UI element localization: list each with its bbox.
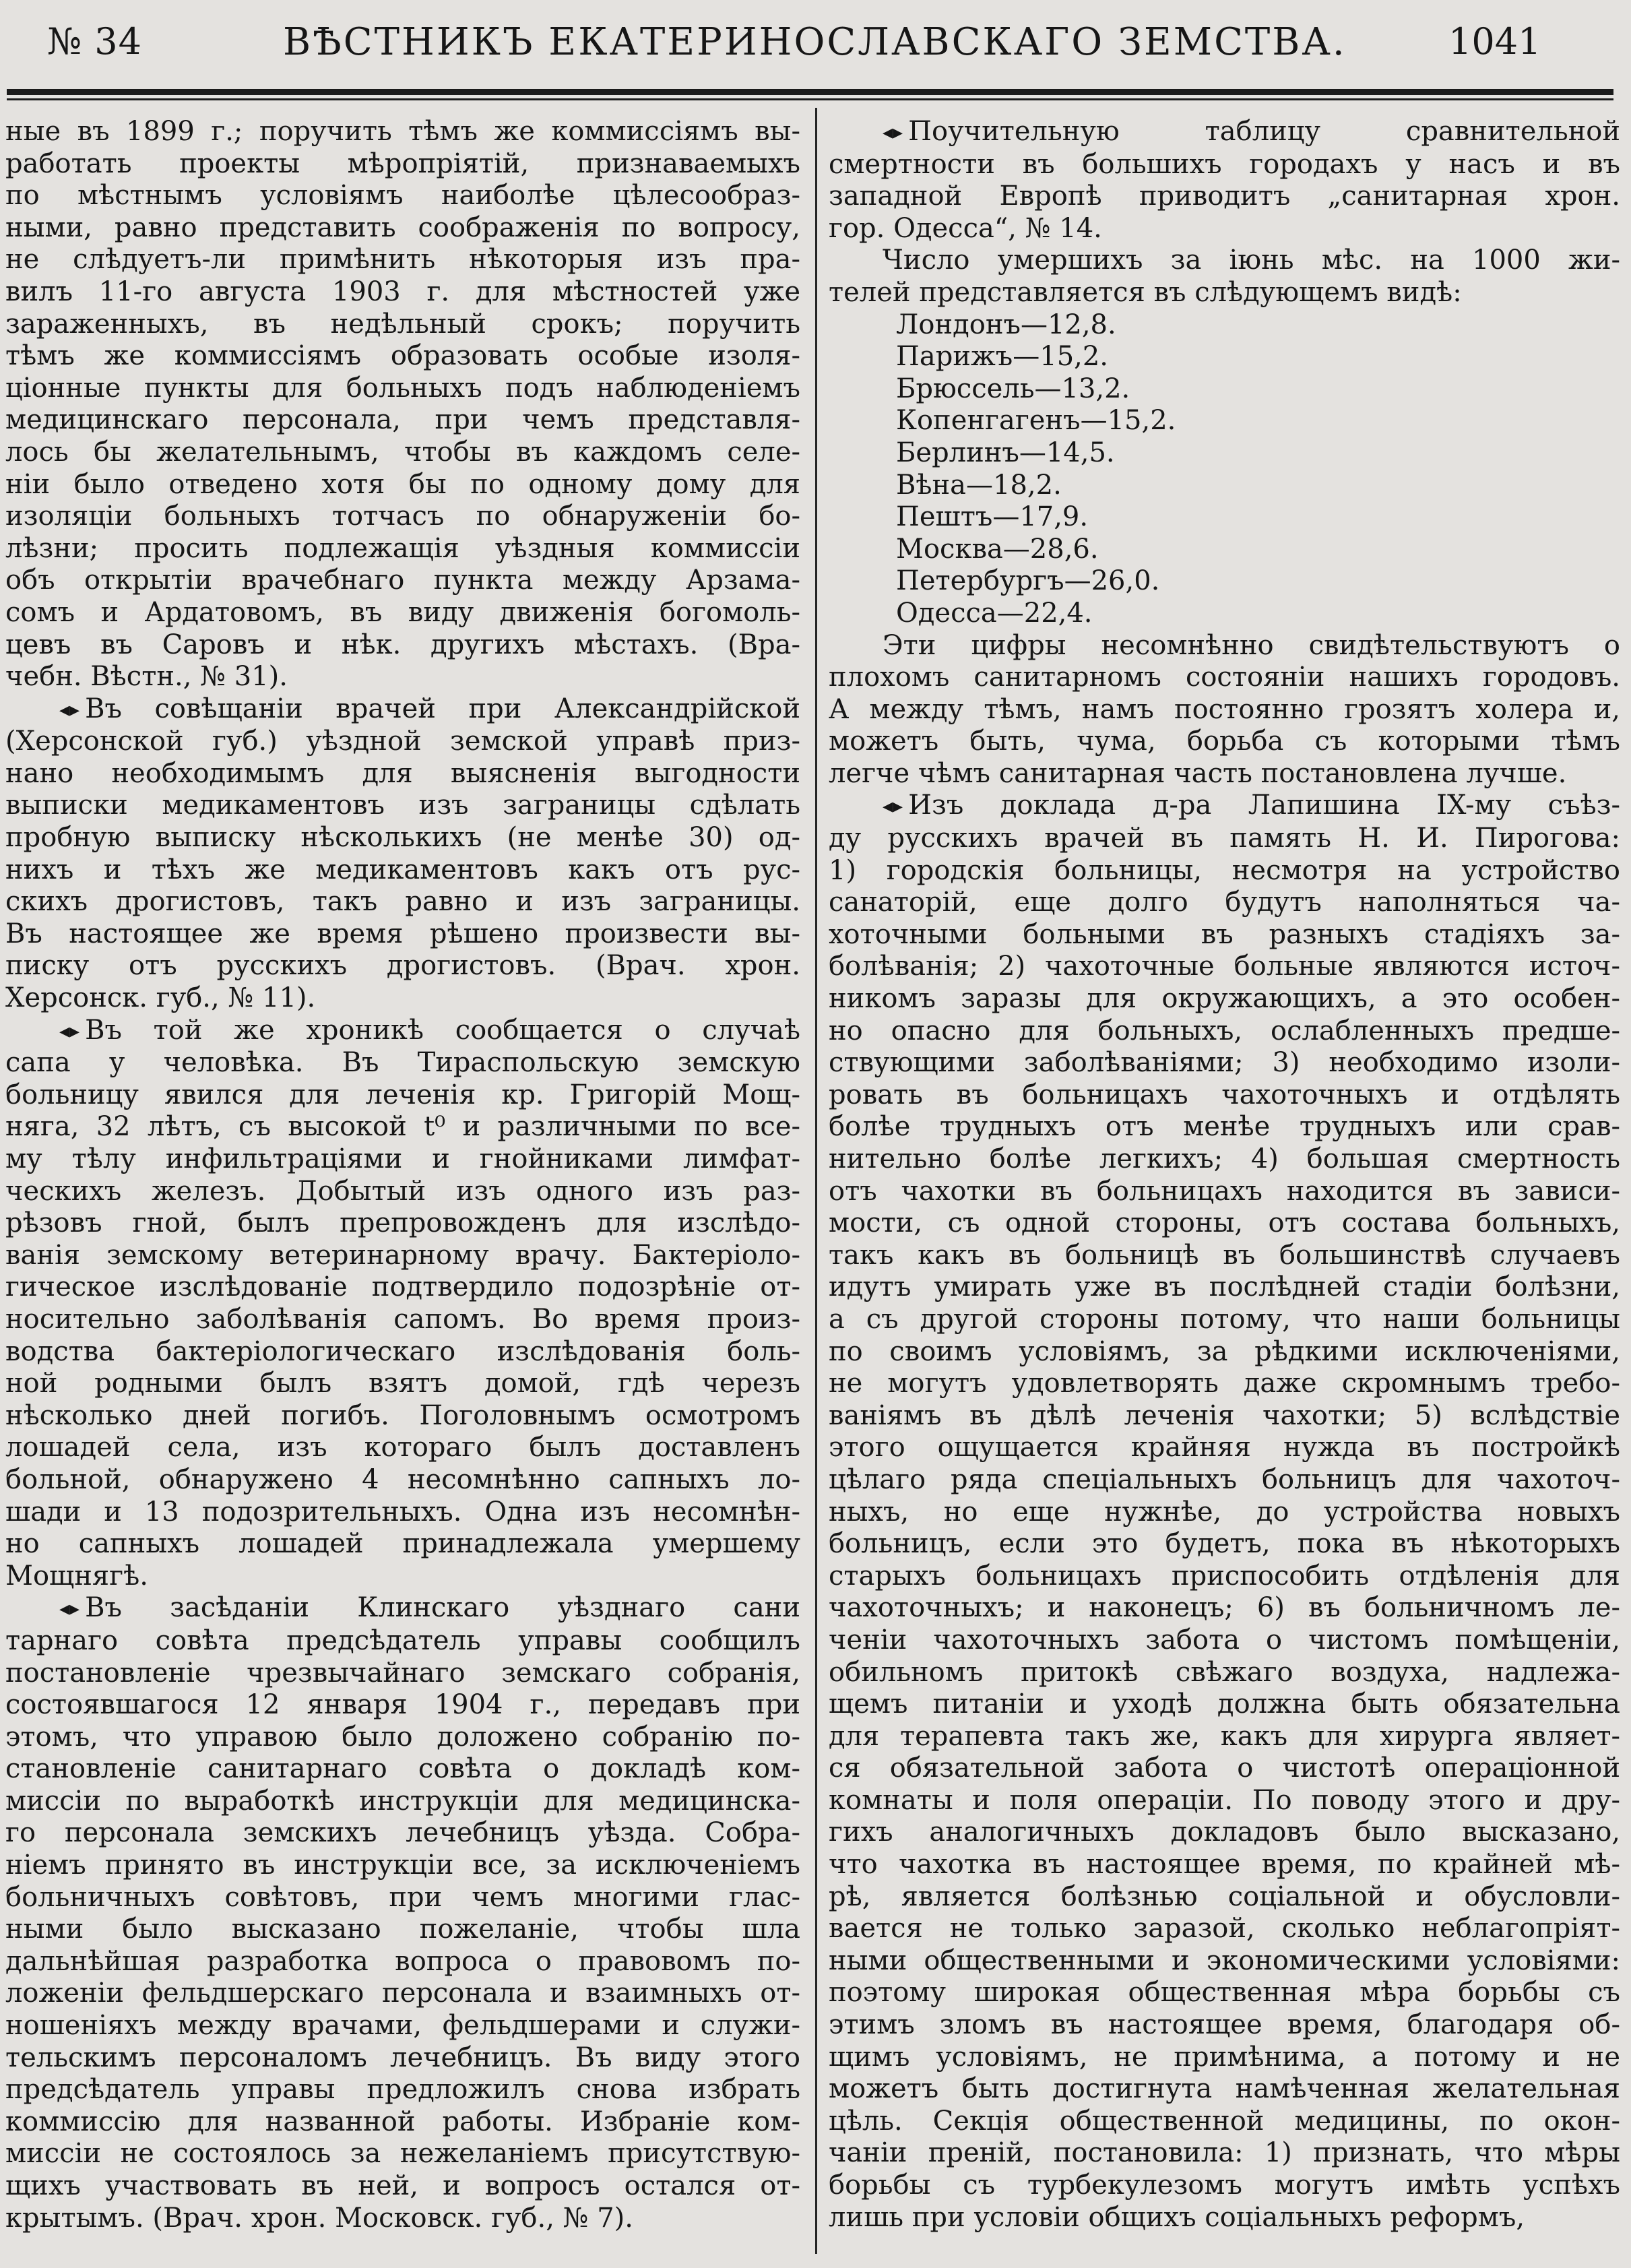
paragraph — [5, 1015, 800, 1593]
text-line — [829, 983, 1620, 1015]
line-text: тельскимъ персоналомъ лечебницъ. Въ виду этого — [5, 2042, 800, 2073]
text-line — [829, 1849, 1620, 1881]
text-line — [829, 1945, 1620, 1978]
text-line — [829, 630, 1620, 662]
text-line — [5, 2138, 800, 2170]
line-text: медицинскаго персонала, при чемъ представля- — [5, 404, 800, 436]
text-line — [829, 2073, 1620, 2106]
line-text: водства бактеріологическаго изслѣдованія боль- — [5, 1335, 800, 1367]
line-text: смертности въ большихъ городахъ у насъ и въ — [829, 148, 1620, 180]
text-line — [829, 1753, 1620, 1785]
line-text: болѣванія; 2) чахоточные больные являются источ- — [829, 951, 1620, 982]
line-text: рѣзовъ гной, былъ препровожденъ для изслѣдо- — [5, 1207, 800, 1239]
mortality-row — [829, 373, 1620, 406]
double-arrow-ornament-icon: ◂▸ — [59, 1597, 80, 1621]
text-line — [5, 1207, 800, 1240]
line-text: Копенгагенъ—15,2. — [896, 405, 1176, 437]
text-line — [829, 1240, 1620, 1272]
line-text: гор. Одесса“, № 14. — [829, 212, 1102, 244]
line-text: Пештъ—17,9. — [896, 501, 1089, 533]
line-text: Поучительную таблицу сравнительной — [908, 116, 1620, 147]
text-line — [5, 693, 800, 726]
line-text: ваніямъ въ дѣлѣ леченія чахотки; 5) вслѣдствіе — [829, 1399, 1620, 1431]
line-text: такъ какъ въ больницѣ въ большинствѣ случаевъ — [829, 1239, 1620, 1271]
line-text: Брюссель—13,2. — [896, 373, 1130, 404]
line-text: ствующими заболѣваніями; 3) необходимо изоли- — [829, 1047, 1620, 1079]
text-line — [829, 181, 1620, 213]
line-text: изоляціи больныхъ тотчасъ по обнаруженіи бо- — [5, 501, 800, 532]
text-line — [5, 212, 800, 245]
text-line — [5, 244, 800, 276]
text-line — [829, 1785, 1620, 1817]
text-line — [5, 1528, 800, 1561]
line-text: объ открытіи врачебнаго пункта между Арзама- — [5, 565, 800, 596]
line-text: предсѣдатель управы предложилъ снова избрать — [5, 2074, 800, 2106]
line-text: рѣ, является болѣзнью соціальной и обусловли- — [829, 1881, 1620, 1912]
line-text: скихъ дрогистовъ, такъ равно и изъ заграницы. — [5, 886, 800, 918]
line-text: постановленіе чрезвычайнаго земскаго собранія, — [5, 1657, 800, 1689]
text-line — [5, 276, 800, 309]
text-line — [5, 1368, 800, 1400]
line-text: идутъ умирать уже въ послѣдней стадіи болѣзни, — [829, 1271, 1620, 1303]
double-arrow-ornament-icon: ◂▸ — [59, 1019, 80, 1043]
line-text: Въ совѣщаніи врачей при Александрійской — [85, 693, 800, 724]
line-text: ношеніяхъ между врачами, фельдшерами и служи- — [5, 2010, 800, 2042]
text-line — [829, 1561, 1620, 1593]
line-text: Берлинъ—14,5. — [896, 437, 1115, 468]
line-text: Изъ доклада д-ра Лапишина IX-му съѣз- — [908, 790, 1620, 821]
text-line — [5, 950, 800, 982]
line-text: Въ настоящее же время рѣшено произвести вы- — [5, 918, 800, 949]
text-line — [829, 2106, 1620, 2138]
line-text: ными было высказано пожеланіе, чтобы шла — [5, 1914, 800, 1945]
line-text: ными общественными и экономическими условіями: — [829, 1945, 1620, 1976]
left-column — [5, 116, 800, 2234]
text-line — [5, 886, 800, 918]
line-text: для терапевта такъ же, какъ для хирурга являет- — [829, 1720, 1620, 1752]
line-text: никомъ заразы для окружающихъ, а это особен- — [829, 983, 1620, 1015]
line-text: миссіи по выработкѣ инструкціи для медицинска- — [5, 1785, 800, 1817]
line-text: можетъ быть достигнута намѣченная желательная — [829, 2073, 1620, 2105]
page-header — [0, 12, 1631, 86]
line-text: не могутъ удовлетворять даже скромнымъ требо- — [829, 1368, 1620, 1399]
text-line — [829, 1464, 1620, 1497]
text-line — [5, 116, 800, 148]
line-text: ныхъ, но еще нужнѣе, до устройства новыхъ — [829, 1496, 1620, 1527]
text-line — [829, 2137, 1620, 2170]
line-text: нихъ и тѣхъ же медикаментовъ какъ отъ рус- — [5, 854, 800, 885]
text-line — [829, 919, 1620, 951]
text-line — [829, 1336, 1620, 1368]
text-line — [5, 2203, 800, 2235]
line-text: цевъ въ Саровъ и нѣк. другихъ мѣстахъ. (Вра- — [5, 629, 800, 660]
text-line — [5, 982, 800, 1015]
line-text: коммиссію для названной работы. Избраніе ком- — [5, 2106, 800, 2137]
line-text: го персонала земскихъ лечебницъ уѣзда. Собра- — [5, 1817, 800, 1849]
mortality-row — [829, 534, 1620, 566]
text-line — [829, 2202, 1620, 2234]
journal-title: ВѢСТНИКЪ ЕКАТЕРИНОСЛАВСКАГО ЗЕМСТВА. — [283, 20, 1347, 64]
double-arrow-ornament-icon: ◂▸ — [59, 697, 80, 722]
text-line — [829, 2009, 1620, 2042]
text-line — [5, 501, 800, 533]
line-text: плохомъ санитарномъ состояніи нашихъ городовъ. — [829, 662, 1620, 693]
line-text: ніи было отведено хотя бы по одному дому для — [5, 468, 800, 500]
text-line — [829, 1432, 1620, 1464]
line-text: дальнѣйшая разработка вопроса о правовомъ по- — [5, 1945, 800, 1977]
line-text: ные въ 1899 г.; поручить тѣмъ же коммиссіямъ вы- — [5, 116, 800, 147]
line-text: зараженныхъ, въ недѣльный срокъ; поручить — [5, 308, 800, 340]
text-line — [5, 1400, 800, 1432]
text-line — [5, 918, 800, 951]
text-line — [5, 1850, 800, 1882]
text-line — [829, 277, 1620, 309]
line-text: больницъ, если это будетъ, пока въ нѣкоторыхъ — [829, 1528, 1620, 1560]
text-line — [829, 855, 1620, 887]
text-line — [5, 1464, 800, 1497]
line-text: му тѣлу инфильтраціями и гнойниками лимфат- — [5, 1143, 800, 1174]
line-text: Эти цифры несомнѣнно свидѣтельствуютъ о — [883, 629, 1620, 661]
text-line — [5, 2010, 800, 2042]
line-text: Одесса—22,4. — [896, 597, 1093, 629]
text-line — [829, 1047, 1620, 1079]
line-text: нительно болѣе легкихъ; 4) большая смертность — [829, 1143, 1620, 1174]
mortality-row — [829, 598, 1620, 630]
text-line — [829, 823, 1620, 855]
text-line — [829, 149, 1620, 181]
line-text: работать проекты мѣропріятій, признаваемыхъ — [5, 148, 800, 179]
text-line — [829, 790, 1620, 823]
line-text: ной родными былъ взятъ домой, гдѣ черезъ — [5, 1368, 800, 1399]
text-line — [829, 1689, 1620, 1721]
line-text: лѣзни; просить подлежащія уѣздныя коммиссіи — [5, 532, 800, 564]
text-line — [5, 565, 800, 597]
line-text: по своимъ условіямъ, за рѣдкими исключеніями, — [829, 1335, 1620, 1367]
mortality-row — [829, 341, 1620, 373]
text-line — [5, 1304, 800, 1336]
header-rule-thick — [7, 89, 1613, 95]
paragraph — [829, 116, 1620, 309]
line-text: А между тѣмъ, намъ постоянно грозятъ холера и, — [829, 693, 1620, 725]
text-line — [829, 1368, 1620, 1400]
text-line — [829, 1881, 1620, 1914]
line-text: Вѣна—18,2. — [896, 469, 1062, 501]
text-line — [5, 1111, 800, 1143]
text-line — [5, 1753, 800, 1786]
text-line — [5, 1015, 800, 1048]
text-line — [5, 1079, 800, 1112]
line-text: цѣлаго ряда спеціальныхъ больницъ для чахоточ- — [829, 1463, 1620, 1495]
text-line — [5, 1689, 800, 1722]
line-text: не слѣдуетъ-ли примѣнить нѣкоторыя изъ пра- — [5, 244, 800, 276]
paragraph — [829, 790, 1620, 2234]
text-line — [829, 1817, 1620, 1849]
text-line — [5, 2074, 800, 2106]
text-line — [829, 1721, 1620, 1753]
line-text: телей представляется въ слѣдующемъ видѣ: — [829, 276, 1462, 308]
line-text: ціонные пункты для больныхъ подъ наблюденіемъ — [5, 372, 800, 404]
text-line — [5, 726, 800, 758]
line-text: состоявшагося 12 января 1904 г., передавъ при — [5, 1689, 800, 1721]
line-text: ложеніи фельдшерскаго персонала и взаимныхъ от- — [5, 1978, 800, 2009]
text-line — [5, 1143, 800, 1176]
text-line — [829, 1304, 1620, 1336]
text-line — [5, 1914, 800, 1946]
line-text: ванія земскому ветеринарному врачу. Бактеріоло- — [5, 1239, 800, 1271]
line-text: сапа у человѣка. Въ Тираспольскую земскую — [5, 1047, 800, 1079]
line-text: больной, обнаружено 4 несомнѣнно сапныхъ ло- — [5, 1463, 800, 1495]
line-text: отъ чахотки въ больницахъ находится въ зависи- — [829, 1175, 1620, 1207]
text-line — [829, 1079, 1620, 1112]
text-line — [829, 1400, 1620, 1432]
line-text: лось бы желательнымъ, чтобы въ каждомъ селе- — [5, 436, 800, 468]
mortality-row — [829, 309, 1620, 342]
text-line — [829, 2042, 1620, 2074]
mortality-row — [829, 501, 1620, 534]
text-line — [5, 1786, 800, 1818]
line-text: обильномъ притокѣ свѣжаго воздуха, надлежа- — [829, 1656, 1620, 1688]
text-line — [829, 245, 1620, 277]
mortality-row — [829, 405, 1620, 437]
line-text: миссіи не состоялось за нежеланіемъ присутствую- — [5, 2138, 800, 2170]
text-line — [829, 1977, 1620, 2009]
mortality-table — [829, 309, 1620, 630]
text-line — [5, 2106, 800, 2139]
line-text: Лондонъ—12,8. — [896, 309, 1116, 340]
text-line — [5, 437, 800, 469]
line-text: нано необходимымъ для выясненія выгодности — [5, 757, 800, 789]
line-text: цѣль. Секція общественной медицины, по окон- — [829, 2105, 1620, 2137]
text-line — [5, 1817, 800, 1850]
line-text: но сапныхъ лошадей принадлежала умершему — [5, 1528, 800, 1560]
text-line — [829, 1176, 1620, 1208]
line-text: ровать въ больницахъ чахоточныхъ и отдѣлять — [829, 1079, 1620, 1110]
line-text: становленіе санитарнаго совѣта о докладѣ ком- — [5, 1753, 800, 1785]
line-text: гихъ аналогичныхъ докладовъ было высказано, — [829, 1817, 1620, 1848]
text-line — [829, 2170, 1620, 2202]
text-line — [5, 661, 800, 693]
line-text: этого ощущается крайняя нужда въ постройкѣ — [829, 1432, 1620, 1463]
line-text: Москва—28,6. — [896, 533, 1099, 565]
text-line — [5, 758, 800, 790]
line-text: больницу явился для леченія кр. Григорій Мощ- — [5, 1079, 800, 1110]
text-line — [829, 116, 1620, 149]
line-text: по мѣстнымъ условіямъ наиболѣе цѣлесообраз- — [5, 180, 800, 212]
text-line — [829, 1528, 1620, 1561]
text-line — [5, 822, 800, 854]
text-line — [5, 1432, 800, 1464]
line-text: лошадей села, изъ котораго былъ доставленъ — [5, 1432, 800, 1463]
text-line — [829, 1497, 1620, 1529]
line-text: крытымъ. (Врач. хрон. Московск. губ., № 7). — [5, 2202, 633, 2234]
line-text: няга, 32 лѣтъ, съ высокой t⁰ и различными по все- — [5, 1111, 800, 1143]
line-text: щемъ питаніи и уходѣ должна быть обязательна — [829, 1689, 1620, 1720]
text-line — [5, 148, 800, 181]
text-line — [5, 469, 800, 501]
line-text: хоточными больными въ разныхъ стадіяхъ за- — [829, 918, 1620, 950]
line-text: выписки медикаментовъ изъ заграницы сдѣлать — [5, 790, 800, 821]
text-line — [5, 790, 800, 822]
line-text: Херсонск. губ., № 11). — [5, 982, 316, 1014]
line-text: ніемъ принято въ инструкціи все, за исключеніемъ — [5, 1850, 800, 1881]
line-text: что чахотка въ настоящее время, по крайней мѣ- — [829, 1849, 1620, 1881]
line-text: носительно заболѣванія сапомъ. Во время произ- — [5, 1303, 800, 1335]
text-line — [829, 887, 1620, 919]
line-text: Въ засѣданіи Клинскаго уѣзднаго сани — [85, 1592, 800, 1624]
text-line — [5, 1497, 800, 1529]
text-line — [829, 1592, 1620, 1625]
line-text: Мощнягѣ. — [5, 1560, 148, 1592]
line-text: старыхъ больницахъ приспособить отдѣленія для — [829, 1560, 1620, 1592]
paragraph — [5, 693, 800, 1015]
line-text: этимъ зломъ въ настоящее время, благодаря об- — [829, 2009, 1620, 2041]
line-text: чебн. Вѣстн., № 31). — [5, 661, 288, 693]
line-text: можетъ быть, чума, борьба съ которыми тѣмъ — [829, 726, 1620, 757]
double-arrow-ornament-icon: ◂▸ — [883, 121, 903, 144]
line-text: 1) городскія больницы, несмотря на устройство — [829, 854, 1620, 886]
line-text: Парижъ—15,2. — [896, 341, 1109, 373]
text-line — [5, 2170, 800, 2203]
line-text: Петербургъ—26,0. — [896, 565, 1160, 597]
line-text: сомъ и Ардатовомъ, въ виду движенія богомоль- — [5, 596, 800, 628]
text-line — [5, 180, 800, 212]
line-text: борьбы съ турбекулезомъ могутъ имѣть успѣхъ — [829, 2170, 1620, 2201]
line-text: чахоточныхъ; и наконецъ; 6) въ больничномъ ле- — [829, 1592, 1620, 1624]
text-line — [5, 533, 800, 565]
text-line — [5, 1176, 800, 1208]
paragraph — [829, 630, 1620, 790]
line-text: больничныхъ совѣтовъ, при чемъ многими глас- — [5, 1881, 800, 1913]
text-line — [829, 1015, 1620, 1048]
line-text: вилъ 11-го августа 1903 г. для мѣстностей уже — [5, 276, 800, 307]
line-text: Число умершихъ за іюнь мѣс. на 1000 жи- — [883, 245, 1620, 276]
text-line — [829, 694, 1620, 726]
line-text: лишь при условіи общихъ соціальныхъ реформъ, — [829, 2201, 1525, 2233]
mortality-row — [829, 470, 1620, 502]
mortality-row — [829, 437, 1620, 470]
text-line — [829, 1657, 1620, 1689]
text-line — [5, 1978, 800, 2010]
text-line — [5, 404, 800, 437]
line-text: комнаты и поля операціи. По поводу этого и дру- — [829, 1784, 1620, 1816]
line-text: болѣе трудныхъ отъ менѣе трудныхъ или срав- — [829, 1111, 1620, 1143]
text-line — [829, 1913, 1620, 1945]
text-line — [5, 854, 800, 887]
paragraph — [5, 116, 800, 693]
line-text: пробную выписку нѣсколькихъ (не менѣе 30) од- — [5, 822, 800, 854]
double-arrow-ornament-icon: ◂▸ — [883, 794, 903, 819]
text-line — [5, 597, 800, 629]
text-line — [829, 951, 1620, 983]
issue-number: № 34 — [47, 20, 142, 63]
text-line — [5, 1047, 800, 1079]
line-text: Въ той же хроникѣ сообщается о случаѣ — [85, 1014, 800, 1046]
line-text: мости, съ одной стороны, отъ состава больныхъ, — [829, 1207, 1620, 1239]
line-text: нѣсколько дней погибъ. Поголовнымъ осмотромъ — [5, 1399, 800, 1431]
line-text: щимъ условіямъ, не примѣнима, а потому и не — [829, 2041, 1620, 2073]
text-line — [5, 1882, 800, 1914]
text-line — [5, 1658, 800, 1690]
text-line — [5, 1722, 800, 1754]
line-text: а съ другой стороны потому, что наши больницы — [829, 1303, 1620, 1335]
right-column — [829, 116, 1620, 2234]
line-text: этомъ, что управою было доложено собранію по- — [5, 1721, 800, 1753]
column-divider — [815, 108, 817, 2254]
line-text: санаторій, еще долго будутъ наполняться ча- — [829, 887, 1620, 918]
text-line — [829, 1625, 1620, 1657]
line-text: ду русскихъ врачей въ память Н. И. Пирогова: — [829, 823, 1620, 854]
text-line — [5, 1271, 800, 1304]
line-text: легче чѣмъ санитарная часть постановлена лучше. — [829, 757, 1567, 789]
line-text: западной Европѣ приводитъ „санитарная хрон. — [829, 181, 1620, 212]
text-line — [5, 373, 800, 405]
line-text: ческихъ железъ. Добытый изъ одного изъ раз- — [5, 1175, 800, 1207]
text-line — [5, 1336, 800, 1368]
page-number: 1041 — [1448, 20, 1541, 63]
line-text: шади и 13 подозрительныхъ. Одна изъ несомнѣн- — [5, 1496, 800, 1527]
text-line — [829, 213, 1620, 245]
text-line — [829, 662, 1620, 694]
line-text: ченіи чахоточныхъ забота о чистомъ помѣщеніи, — [829, 1624, 1620, 1656]
text-line — [5, 2042, 800, 2075]
line-text: гическое изслѣдованіе подтвердило подозрѣніе от- — [5, 1271, 800, 1303]
line-text: вается не только заразой, сколько неблагопріят- — [829, 1913, 1620, 1945]
line-text: (Херсонской губ.) уѣздной земской управѣ приз- — [5, 726, 800, 757]
line-text: но опасно для больныхъ, ослабленныхъ предше- — [829, 1015, 1620, 1046]
line-text: поэтому широкая общественная мѣра борьбы съ — [829, 1977, 1620, 2009]
text-line — [5, 1592, 800, 1625]
mortality-row — [829, 565, 1620, 598]
text-line — [5, 309, 800, 341]
text-line — [829, 758, 1620, 790]
line-text: ными, равно представить соображенія по вопросу, — [5, 212, 800, 243]
line-text: тѣмъ же коммиссіямъ образовать особые изоля- — [5, 340, 800, 372]
header-rule-thin — [7, 98, 1613, 100]
text-line — [5, 1625, 800, 1658]
paragraph — [5, 1592, 800, 2234]
text-line — [5, 629, 800, 662]
text-line — [829, 1143, 1620, 1176]
text-line — [829, 1271, 1620, 1304]
text-line — [5, 1240, 800, 1272]
text-line — [5, 340, 800, 373]
text-line — [829, 1111, 1620, 1143]
text-line — [829, 726, 1620, 758]
text-line — [5, 1561, 800, 1593]
line-text: щихъ участвовать въ ней, и вопросъ остался от- — [5, 2170, 800, 2201]
text-line — [829, 1207, 1620, 1240]
text-line — [5, 1946, 800, 1978]
line-text: ся обязательной забота о чистотѣ операціонной — [829, 1753, 1620, 1784]
line-text: писку отъ русскихъ дрогистовъ. (Врач. хрон. — [5, 950, 800, 982]
line-text: чаніи преній, постановила: 1) признать, что мѣры — [829, 2137, 1620, 2169]
line-text: тарнаго совѣта предсѣдатель управы сообщилъ — [5, 1625, 800, 1656]
